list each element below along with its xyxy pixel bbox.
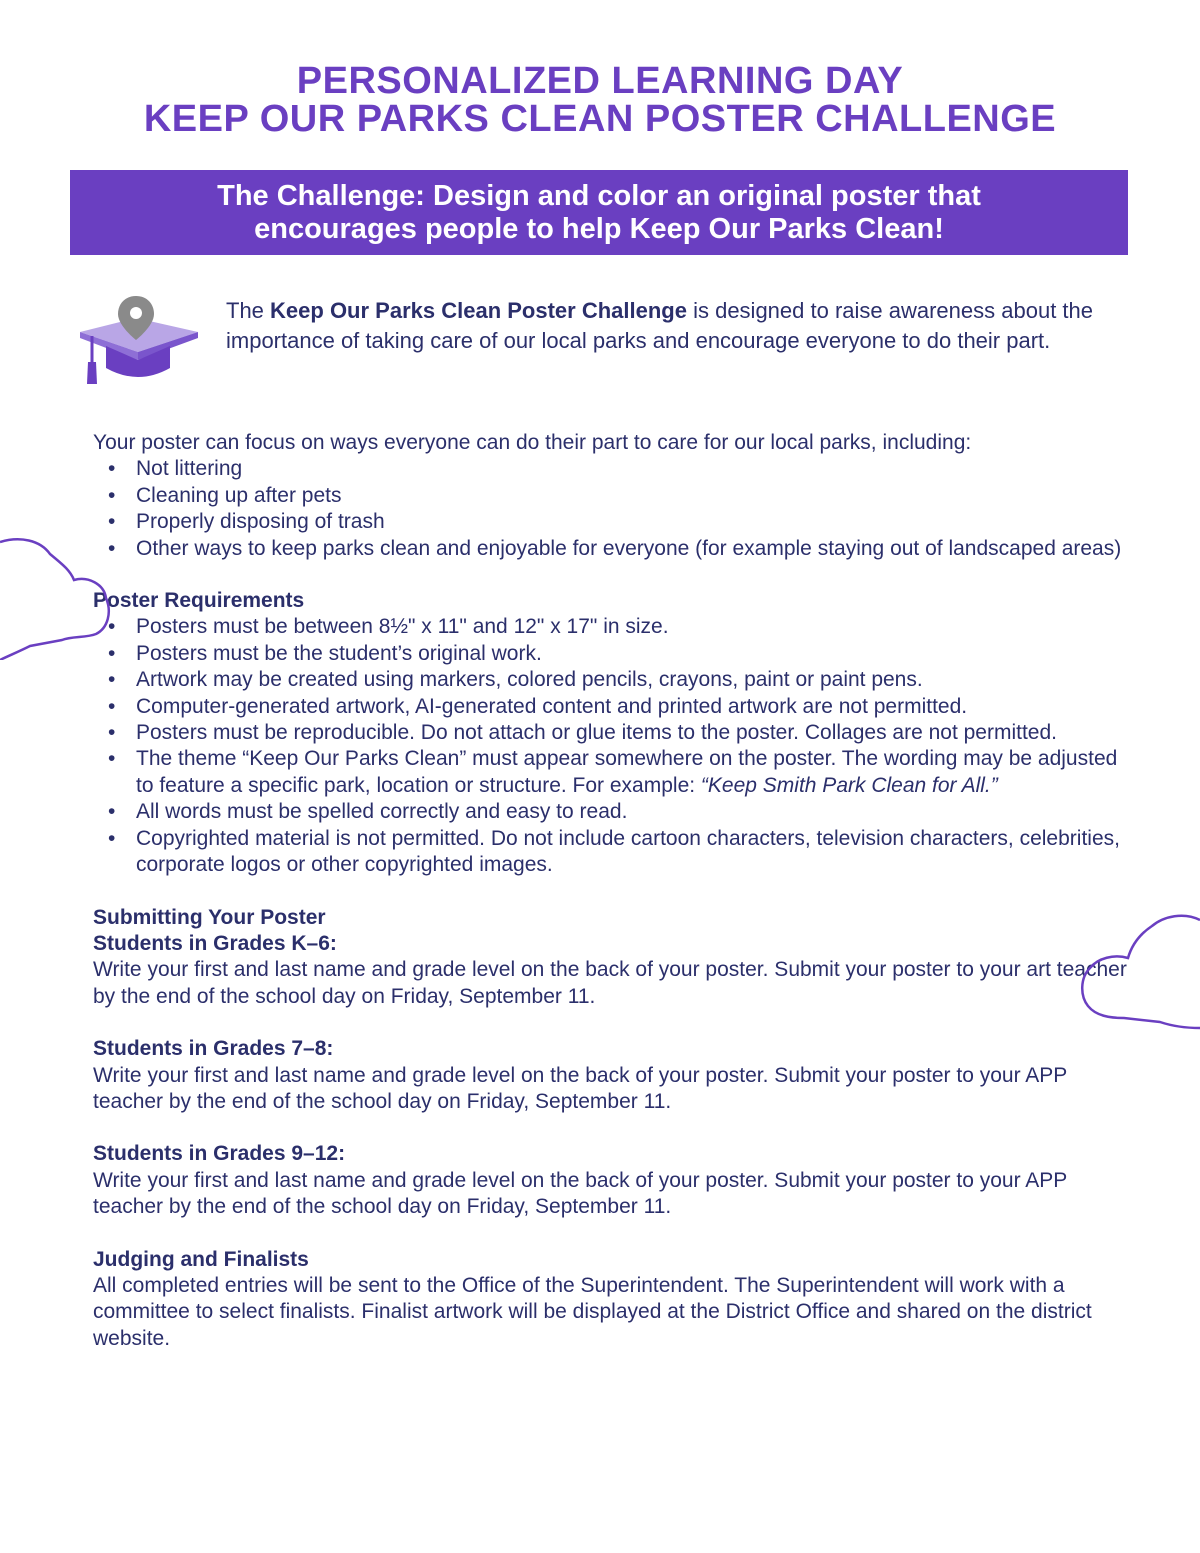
requirements-heading: Poster Requirements: [93, 589, 305, 613]
grade-group-label: Students in Grades 7–8:: [93, 1037, 334, 1061]
theme-item-text: The theme “Keep Our Parks Clean” must appear somewhere on the poster. The wording may be adjusted to feature a specific park, location or structure. For example:: [136, 747, 1118, 797]
grade-group-text: Write your first and last name and grade level on the back of your poster. Submit your poster to your APP teacher by the end of the school day on Friday, September 11.: [93, 1063, 1067, 1113]
list-item: • Artwork may be created using markers, colored pencils, crayons, paint or paint pens.: [136, 667, 1133, 693]
list-item: • All words must be spelled correctly and easy to read.: [136, 799, 1133, 825]
graduation-cap-location-pin-icon: [78, 294, 200, 386]
grade-group-label: Students in Grades 9–12:: [93, 1142, 346, 1166]
list-item: • Cleaning up after pets: [136, 483, 1133, 509]
challenge-banner-line2: encourages people to help Keep Our Parks Clean!: [254, 212, 944, 245]
main-content: [93, 430, 1133, 1352]
submitting-heading: Submitting Your Poster: [93, 905, 326, 929]
list-item: • Posters must be the student’s original work.: [136, 641, 1133, 667]
cloud-right-icon: [1080, 912, 1200, 1032]
list-item: • Posters must be reproducible. Do not attach or glue items to the poster. Collages are not permitted.: [136, 720, 1133, 746]
challenge-banner: [70, 170, 1128, 255]
page-title-line1: PERSONALIZED LEARNING DAY: [296, 60, 904, 102]
grade-group-label: Students in Grades K–6:: [93, 931, 337, 955]
page-title: [0, 62, 1200, 138]
list-item: • Posters must be between 8½" x 11" and 12" x 17" in size.: [136, 614, 1133, 640]
requirements-list: [93, 614, 1133, 878]
grade-group-text: Write your first and last name and grade level on the back of your poster. Submit your poster to your art teacher by the end of the school day on Friday, September 11.: [93, 958, 1127, 1008]
cloud-left-icon: [0, 536, 112, 660]
intro-bold: Keep Our Parks Clean Poster Challenge: [270, 298, 687, 323]
list-item: • Copyrighted material is not permitted. Do not include cartoon characters, television characters, celebrities, corporate logos or other copyrighted images.: [136, 826, 1133, 879]
list-item: • Other ways to keep parks clean and enjoyable for everyone (for example staying out of landscaped areas): [136, 536, 1133, 562]
challenge-banner-line1: The Challenge: Design and color an original poster that: [217, 179, 981, 212]
focus-list: [93, 456, 1133, 562]
list-item: • Computer-generated artwork, AI-generated content and printed artwork are not permitted.: [136, 694, 1133, 720]
focus-lead: Your poster can focus on ways everyone can do their part to care for our local parks, including:: [93, 431, 972, 454]
intro-paragraph: [226, 296, 1126, 356]
judging-heading: Judging and Finalists: [93, 1247, 309, 1271]
intro-suffix: is designed to raise awareness about the importance of taking care of our local parks and encourage everyone to do their part.: [226, 298, 1094, 353]
list-item: • Not littering: [136, 456, 1133, 482]
theme-item-example: “Keep Smith Park Clean for All.”: [700, 773, 998, 797]
judging-text: All completed entries will be sent to the Office of the Superintendent. The Superintendent will work with a committee to select finalists. Finalist artwork will be displayed at the District Office and shared on the district website.: [93, 1273, 1092, 1350]
grade-group-text: Write your first and last name and grade level on the back of your poster. Submit your poster to your APP teacher by the end of the school day on Friday, September 11.: [93, 1168, 1067, 1219]
list-item: [136, 746, 1133, 799]
list-item: • Properly disposing of trash: [136, 509, 1133, 535]
intro-prefix: The: [226, 298, 271, 323]
page-title-line2: KEEP OUR PARKS CLEAN POSTER CHALLENGE: [143, 98, 1057, 140]
